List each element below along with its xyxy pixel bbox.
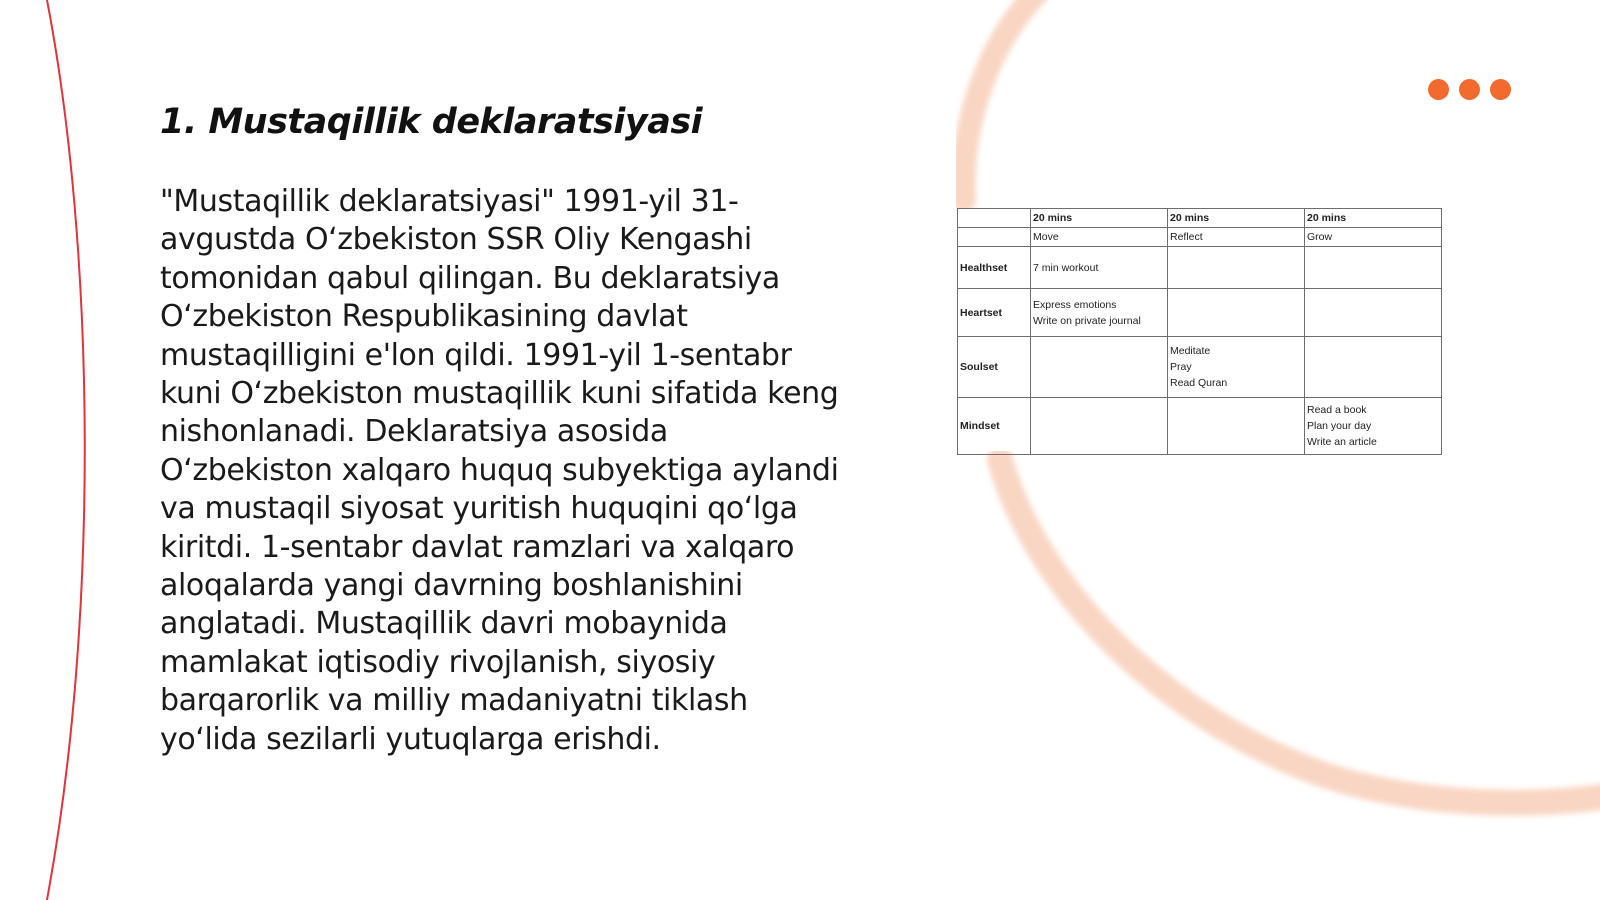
decorative-red-line <box>46 0 85 900</box>
cell-line: Pray <box>1170 361 1192 373</box>
row-label: Healthset <box>958 247 1031 289</box>
cell-line: Write on private journal <box>1033 314 1141 327</box>
dot-icon <box>1459 79 1480 100</box>
decorative-arc <box>964 0 1040 200</box>
cell-line: Express emotions <box>1033 298 1117 311</box>
table-cell <box>1168 289 1305 337</box>
table-cell <box>1031 247 1168 289</box>
table-header-row <box>958 228 1442 247</box>
table-cell <box>1305 289 1442 337</box>
table-cell <box>1305 398 1442 455</box>
cell-line: Read a book <box>1307 404 1367 416</box>
decorative-dots <box>1428 79 1511 99</box>
body-paragraph: "Mustaqillik deklaratsiyasi" 1991-yil 31-avgustda O‘zbekiston SSR Oliy Kengashi tomonidan qabul qilingan. Bu deklaratsiya O‘zbekiston Respublikasining davlat mustaqilligini e'lon qildi. 1991-yil 1-sentabr kuni O‘zbekiston mustaqillik kuni sifatida keng nishonlanadi. Deklaratsiya asosida O‘zbekiston xalqaro huquq subyektiga aylandi va mustaqil siyosat yuritish huquqini qo‘lga kiritdi. 1-sentabr davlat ramzlari va xalqaro aloqalarda yangi davrning boshlanishini anglatadi. Mustaqillik davri mobaynida mamlakat iqtisodiy rivojlanish, siyosiy barqarorlik va milliy madaniyatni tiklash yo‘lida sezilarli yutuqlarga erishdi. <box>160 184 839 757</box>
table-row <box>958 289 1442 337</box>
table-row <box>958 337 1442 398</box>
table-cell <box>1168 398 1305 455</box>
cell-line: Read Quran <box>1170 377 1228 389</box>
row-label: Mindset <box>958 398 1031 455</box>
header-duration-cell: 20 mins <box>1168 209 1305 228</box>
cell-line: Meditate <box>1170 345 1211 357</box>
header-activity-cell: Reflect <box>1168 228 1305 247</box>
row-label: Soulset <box>958 337 1031 398</box>
table-row <box>958 398 1442 455</box>
table-header-row <box>958 209 1442 228</box>
dot-icon <box>1428 79 1449 100</box>
table-corner-cell <box>958 209 1031 228</box>
row-label: Heartset <box>958 289 1031 337</box>
header-activity-cell: Move <box>1031 228 1168 247</box>
dot-icon <box>1490 79 1511 100</box>
table-cell <box>1031 398 1168 455</box>
schedule-table-image <box>957 208 1441 451</box>
schedule-table <box>957 208 1442 455</box>
header-activity-cell: Grow <box>1305 228 1442 247</box>
decorative-arc-lower <box>1000 460 1600 803</box>
table-cell <box>1031 337 1168 398</box>
cell-line: 7 min workout <box>1033 261 1099 274</box>
slide-title: 1. Mustaqillik deklaratsiyasi <box>160 102 703 142</box>
cell-line: Write an article <box>1307 436 1377 448</box>
table-cell <box>1305 337 1442 398</box>
table-row <box>958 247 1442 289</box>
header-duration-cell: 20 mins <box>1305 209 1442 228</box>
header-duration-cell: 20 mins <box>1031 209 1168 228</box>
table-cell <box>1305 247 1442 289</box>
table-cell <box>1168 337 1305 398</box>
table-corner-cell <box>958 228 1031 247</box>
table-cell <box>1168 247 1305 289</box>
cell-line: Plan your day <box>1307 420 1372 432</box>
table-cell <box>1031 289 1168 337</box>
